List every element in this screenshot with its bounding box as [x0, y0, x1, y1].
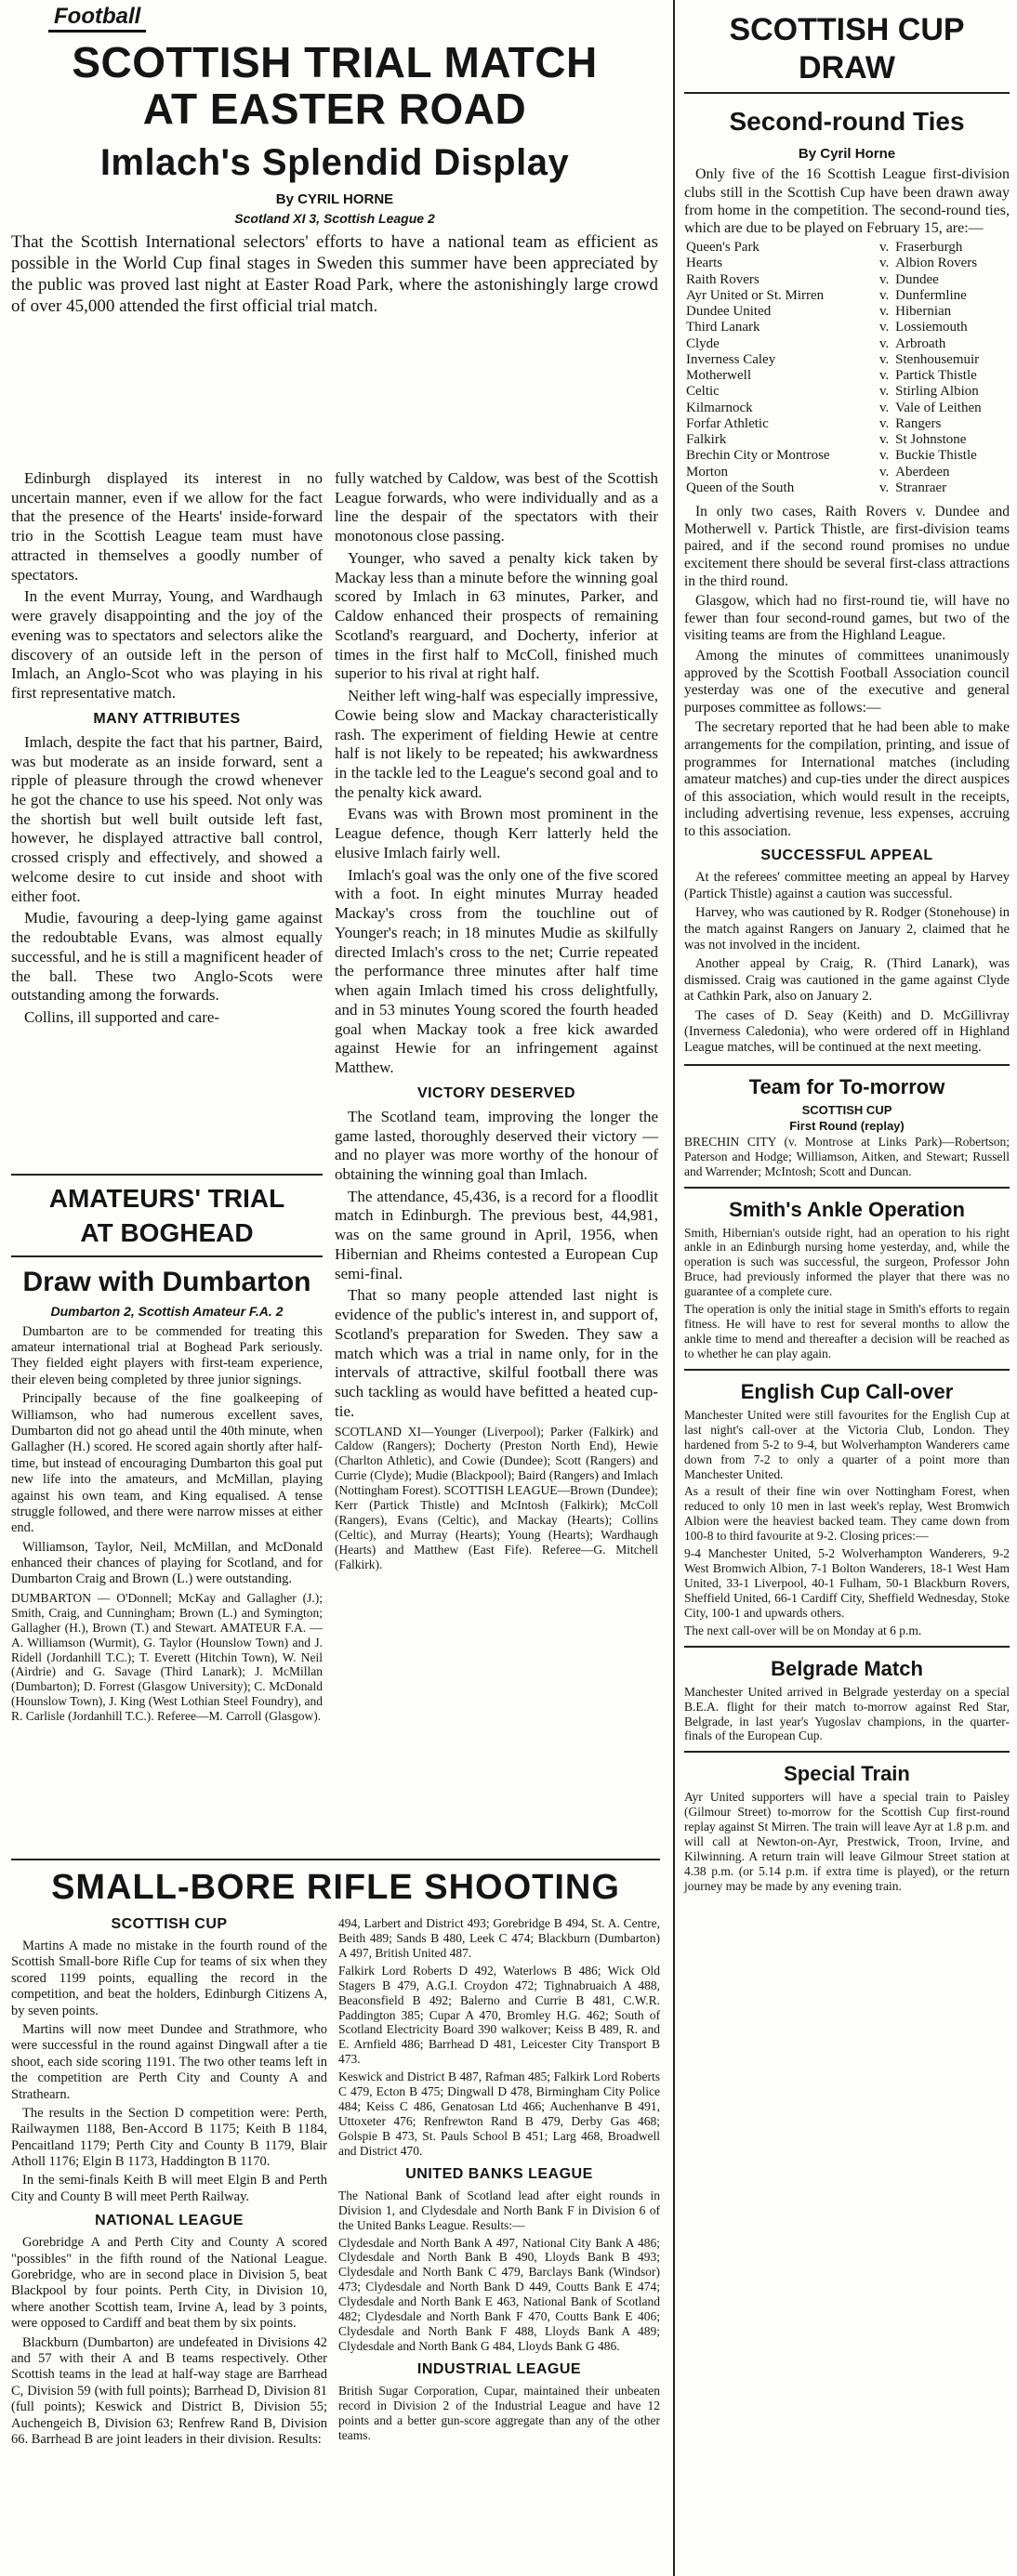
rifle-col-2: [338, 1916, 660, 2446]
cup-tie-row: [684, 480, 1010, 496]
article-paragraph: British Sugar Corporation, Cupar, maintained their unbeaten record in Division 2 of the Industrial League and have 12 points and a better gun-score aggregate than any of the other teams.: [338, 2383, 660, 2442]
right-intro: Only five of the 16 Scottish League first-division clubs still in the Scottish Cup have been drawn away from home in the competition. The second-round ties, which are due to be played on February 15, are:—: [684, 166, 1010, 236]
ankle-operation-headline: Smith's Ankle Operation: [729, 1197, 965, 1221]
article-paragraph: Harvey, who was cautioned by R. Rodger (Stonehouse) in the match against Rangers on January 2, claimed that he was not involved in the incident.: [684, 905, 1010, 953]
cup-tie-row: [684, 240, 1010, 256]
section-tag: Football: [48, 4, 146, 33]
rifle-article: [11, 1859, 660, 2576]
divider: [684, 1751, 1010, 1753]
tie-away-team: Stirling Albion: [895, 384, 979, 400]
article-paragraph: Martins will now meet Dundee and Strathmore, who were successful in the round against Dingwall after a tie shoot, each side scoring 1191. The two other teams left in the competition are Perth City and County A and Strathearn.: [11, 2021, 327, 2102]
right-headline-line-1: SCOTTISH CUP: [729, 12, 965, 47]
tie-away-team: Stranraer: [895, 480, 947, 495]
article-paragraph: The operation is only the initial stage in Smith's efforts to regain fitness. He will have to rest for several months to allow the ankle time to mend and thereafter a decision will be reached as to whether he can play again.: [684, 1302, 1010, 1360]
successful-appeal-subhead: SUCCESSFUL APPEAL: [760, 848, 933, 864]
english-cup-headline: English Cup Call-over: [740, 1379, 954, 1403]
divider: [684, 92, 1010, 94]
article-paragraph: In only two cases, Raith Rovers v. Dundee and Motherwell v. Partick Thistle, are first-division teams paired, and if the second round promises no undue excitement there should be several first-class attractions in the third round.: [684, 504, 1010, 589]
versus-mark: v.: [879, 432, 890, 448]
article-paragraph: Smith, Hibernian's outside right, had an operation to his right ankle in an Edinburgh nursing home yesterday, and, while the operation is such was successful, the surgeon, Professor John Bruce, had previously informed the player that there was no guarantee of a complete cure.: [684, 1225, 1010, 1299]
article-paragraph: Another appeal by Craig, R. (Third Lanark), was dismissed. Craig was cautioned in the game against Clyde at Cathkin Park, also on January 2.: [684, 956, 1010, 1005]
tie-away-team: Buckie Thistle: [895, 448, 977, 464]
cup-tie-row: [684, 304, 1010, 320]
tie-away-team: Lossiemouth: [895, 320, 968, 335]
many-attributes-subhead: MANY ATTRIBUTES: [93, 710, 241, 727]
article-paragraph: 494, Larbert and District 493; Gorebridge B 494, St. A. Centre, Beith 489; Sands B 480, Leek C 474; Blackburn (Dumbarton) A 497, British United 487.: [338, 1916, 660, 1960]
divider: [11, 1255, 323, 1257]
article-paragraph: Martins A made no mistake in the fourth round of the Scottish Small-bore Rifle Cup for teams of six when they scored 1199 points, equalling the record in the competition, and beat the holders, Edinburgh Citizens A, by seven points.: [11, 1939, 327, 2018]
team-tomorrow-headline: Team for To-morrow: [748, 1074, 945, 1098]
right-headline-line-2: DRAW: [799, 49, 895, 85]
article-paragraph: Clydesdale and North Bank A 497, National City Bank A 486; Clydesdale and North Bank B 490, Lloyds Bank B 493; Clydesdale and North Bank C 479, Barclays Bank (Windsor) 473; Clydesdale and North Bank D 449, Coutts Bank E 474; Clydesdale and North Bank E 463, National Bank of Scotland 482; Clydesdale and North Bank F 470, Coutts Bank E 406; Clydesdale and North Bank F 488, Lloyds Bank A 489; Clydesdale and North Bank G 484, Lloyds Bank G 486.: [338, 2235, 660, 2353]
versus-mark: v.: [879, 415, 890, 431]
tie-away-team: Dundee: [895, 271, 939, 287]
tie-away-team: Stenhousemuir: [895, 351, 980, 367]
versus-mark: v.: [879, 271, 890, 287]
tie-home-team: Hearts: [686, 256, 723, 271]
article-paragraph: The next call-over will be on Monday at 6 p.m.: [684, 1623, 922, 1637]
tie-away-team: Aberdeen: [895, 464, 950, 480]
main-headline-line-1: SCOTTISH TRIAL MATCH: [72, 38, 598, 86]
tie-away-team: Vale of Leithen: [895, 400, 982, 415]
article-paragraph: Collins, ill supported and care-: [24, 1008, 220, 1027]
tie-home-team: Kilmarnock: [686, 400, 753, 415]
tie-home-team: Forfar Athletic: [686, 415, 769, 431]
cup-tie-row: [684, 288, 1010, 304]
cup-tie-row: [684, 256, 1010, 271]
national-league-subhead: NATIONAL LEAGUE: [95, 2213, 244, 2229]
tie-home-team: Motherwell: [686, 368, 751, 384]
cup-tie-row: [684, 352, 1010, 368]
versus-mark: v.: [879, 240, 890, 256]
article-paragraph: Principally because of the fine goalkeeping of Williamson, who had numerous excellent saves, Dumbarton did not go ahead until the 40th minute, when Gallagher (H.) scored. He scored again shortly after half-time, but instead of encouraging Dumbarton this goal put new life into the amateurs, and McMillan, playing against his own team, and King equalised. A tense struggle followed, and there were narrow misses at either end.: [11, 1391, 323, 1536]
main-result: Scotland XI 3, Scottish League 2: [234, 210, 435, 226]
article-paragraph: That so many people attended last night is evidence of the public's interest in, and support of, Scotland's preparation for Sweden. They saw a match which was a trial in name only, for in the intervals of attractive, skilful football there was such tackling as would have befitted a heated cup-tie.: [335, 1286, 658, 1420]
tie-home-team: Queen of the South: [686, 480, 795, 495]
amateurs-title-line-1: AMATEURS' TRIAL: [48, 1184, 285, 1213]
amateurs-article: [11, 1166, 323, 1845]
amateurs-title-line-2: AT BOGHEAD: [80, 1217, 254, 1247]
versus-mark: v.: [879, 320, 890, 335]
tie-home-team: Clyde: [686, 335, 720, 351]
divider: [684, 1369, 1010, 1371]
victory-deserved-subhead: VICTORY DESERVED: [416, 1084, 576, 1101]
article-paragraph: The Scotland team, improving the longer the game lasted, thoroughly deserved their victory —and no player was more worthy of the honour of obtaining the winning goal than Imlach.: [335, 1107, 658, 1183]
right-byline: By Cyril Horne: [798, 146, 896, 163]
main-headline-line-2: AT EASTER ROAD: [142, 85, 527, 134]
article-paragraph: The National Bank of Scotland lead after eight rounds in Division 1, and Clydesdale and North Bank F in Division 6 of the United Banks League. Results:—: [338, 2188, 660, 2232]
article-paragraph: Neither left wing-half was especially impressive, Cowie being slow and Mackay characteristically rash. The experiment of fielding Hewie at centre half is not likely to be repeated; his awkwardness in the tackle led to the League's second goal and to the penalty kick award.: [335, 687, 658, 801]
cup-tie-row: [684, 272, 1010, 288]
article-paragraph: In the semi-finals Keith B will meet Elgin B and Perth City and County B will meet Perth Railway.: [11, 2173, 327, 2204]
main-intro: That the Scottish International selectors' efforts to have a national team as efficient as possible in the World Cup final stages in Sweden this summer have been appreciated by the public was proved last night at Easter Road Park, where the astonishingly large crowd of over 45,000 attended the first official trial match.: [11, 231, 658, 317]
article-paragraph: Dumbarton are to be commended for treating this amateur international trial at Boghead Park seriously. They fielded eight players with first-team experience, their eleven being completed by three junior signings.: [11, 1323, 323, 1387]
rifle-col-1: [11, 1916, 327, 2451]
team-tomorrow-text: BRECHIN CITY (v. Montrose at Links Park)—Robertson; Paterson and Hodge; Williamson, Aitken, and Stewart; Russell and Warrender; McIntosh; Scott and Duncan.: [684, 1134, 1010, 1178]
versus-mark: v.: [879, 335, 890, 351]
article-paragraph: Manchester United arrived in Belgrade yesterday on a special B.E.A. flight for their match to-morrow against Red Star, Belgrade, in last year's Yugoslav champions, in the quarter-finals of the European Cup.: [684, 1684, 1010, 1743]
versus-mark: v.: [879, 287, 890, 303]
divider: [684, 1646, 1010, 1648]
article-paragraph: Mudie, favouring a deep-lying game against the redoubtable Evans, was almost equally successful, and he is still a magnificent header of the ball. These two Anglo-Scots were outstanding among the forwards.: [11, 909, 323, 1005]
article-paragraph: The secretary reported that he had been able to make arrangements for the compilation, printing, and issue of programmes for International matches (including amateur matches) and cup-ties under the direct auspices of this association, which would result in the receipts, including advertising revenue, less expenses, accruing to this association.: [684, 719, 1010, 839]
cup-tie-row: [684, 416, 1010, 432]
main-byline: By CYRIL HORNE: [275, 191, 394, 207]
tie-home-team: Raith Rovers: [686, 271, 759, 287]
article-paragraph: Younger, who saved a penalty kick taken by Mackay less than a minute before the winning goal scored by Imlach in 63 minutes, Parker, and Caldow enhanced their prospects of remaining Scotland's rearguard, and Docherty, inferior at times in the first half to McColl, finished much superior to his rival at right half.: [335, 548, 658, 683]
versus-mark: v.: [879, 448, 890, 464]
team-tomorrow-sub-1: SCOTTISH CUP: [801, 1102, 892, 1117]
article-paragraph: Imlach, despite the fact that his partner, Baird, was but moderate as an inside forward, sent a ripple of pleasure through the crowd whenever he got the chance to use his speed. Not only was the shortish but well built outside left fast, however, he displayed attractive ball control, crossed crisply and effectively, and showed a welcome desire to cut inside and shoot with either foot.: [11, 732, 323, 905]
tie-away-team: Hibernian: [895, 304, 952, 320]
article-paragraph: Imlach's goal was the only one of the five scored with a foot. In eight minutes Murray headed Mackay's cross from the touchline out of Younger's reach; in 18 minutes Mudie as skilfully directed Imlach's cross to the net; Currie repeated the performance three minutes after half time when again Imlach timed his cross delightfully, and in 53 minutes Young scored the fourth headed goal when Mackay took a free kick awarded against Hewie for an infringement against Matthew.: [335, 865, 658, 1077]
special-train-headline: Special Train: [784, 1762, 910, 1786]
versus-mark: v.: [879, 400, 890, 415]
article-paragraph: The results in the Section D competition were: Perth, Railwaymen 1188, Ben-Accord B 1175; Keith B 1184, Pencaitland 1179; Perth City and County B 1179, Blair Atholl 1176; Elgin B 1173, Haddington B 1170.: [11, 2105, 327, 2170]
article-paragraph: Keswick and District B 487, Rafman 485; Falkirk Lord Roberts C 479, Ecton B 475; Dingwall D 478, Birmingham City Police 484; Keiss C 486, Genatosan Ltd 466; Auchenhanve B 491, Uttoxeter 476; Renfrewton Rand B 479, Derby Gas 468; Golspie B 473, St. Pauls School B 451; Larg 468, Broadwell and District 470.: [338, 2070, 660, 2158]
divider: [684, 1064, 1010, 1066]
tie-home-team: Morton: [686, 464, 728, 480]
versus-mark: v.: [879, 384, 890, 400]
main-subheadline: Imlach's Splendid Display: [99, 141, 570, 183]
cup-tie-row: [684, 368, 1010, 384]
tie-home-team: Queen's Park: [686, 240, 759, 256]
article-paragraph: Falkirk Lord Roberts D 492, Waterlows B 486; Wick Old Stagers B 479, A.G.I. Croydon 472; Tighnabruaich A 488, Beaconsfield B 492; Balerno and Currie B 481, C.W.R. Paddington 385; Cupar A 470, Bromley H.G. 462; South of Scotland Electricity Board 390 walkover; Keiss B 489, R. and E. Arnfield 486; Barrhead D 481, Leicester City Transport B 473.: [338, 1963, 660, 2067]
tie-away-team: Dunfermline: [895, 287, 967, 303]
rifle-headline: SMALL-BORE RIFLE SHOOTING: [51, 1868, 620, 1907]
main-article-col-2: [335, 469, 658, 1575]
cup-tie-row: [684, 384, 1010, 400]
tie-away-team: Fraserburgh: [895, 240, 963, 256]
article-paragraph: As a result of their fine win over Nottingham Forest, when reduced to only 10 men in last week's replay, West Bromwich Albion were the heaviest backed team. They came down from 100-8 to third favourite at 9-2. Closing prices:—: [684, 1484, 1010, 1544]
versus-mark: v.: [879, 464, 890, 480]
tie-away-team: Albion Rovers: [895, 256, 978, 271]
article-paragraph: Evans was with Brown most prominent in the League defence, though Kerr latterly held the elusive Imlach fairly well.: [335, 805, 658, 861]
tie-home-team: Ayr United or St. Mirren: [686, 287, 825, 303]
tie-away-team: St Johnstone: [895, 432, 967, 448]
versus-mark: v.: [879, 480, 890, 495]
article-paragraph: Ayr United supporters will have a special train to Paisley (Gilmour Street) to-morrow for the Scottish Cup first-round replay against St Mirren. The train will leave Ayr at 1.8 p.m. and will call at Newton-on-Ayr, Prestwick, Troon, Irvine, and Kilwinning. A return train will leave Gilmour Street station at 4.38 p.m. (or 5.14 p.m. if extra time is played), or the return journey may be made by any evening train.: [684, 1790, 1010, 1893]
article-paragraph: Glasgow, which had no first-round tie, will have no fewer than four second-round games, but two of the visiting teams are from the Highland League.: [684, 593, 1010, 644]
divider: [11, 1174, 323, 1176]
article-paragraph: Edinburgh displayed its interest in no uncertain manner, even if we allow for the fact that the presence of the Hearts' inside-forward trio in the Scottish League team must have attracted in themselves a goodly number of spectators.: [11, 469, 323, 584]
tie-home-team: Inverness Caley: [686, 351, 776, 367]
united-banks-subhead: UNITED BANKS LEAGUE: [405, 2165, 593, 2182]
article-paragraph: At the referees' committee meeting an appeal by Harvey (Partick Thistle) against a caution was successful.: [684, 870, 1010, 901]
cup-tie-row: [684, 432, 1010, 448]
cup-ties-table: [684, 240, 1010, 496]
tie-home-team: Celtic: [686, 384, 720, 400]
scottish-cup-subhead: SCOTTISH CUP: [111, 1916, 228, 1932]
article-paragraph: Gorebridge A and Perth City and County A scored "possibles" in the fifth round of the National League. Gorebridge, who are in second place in Division 5, beat Blackpool by four points. Perth City, in Division 10, where another Scottish team, Irvine A, lead by 3 points, were opposed to Cardiff and beat them by six points.: [11, 2235, 327, 2332]
tie-home-team: Brechin City or Montrose: [686, 448, 830, 464]
tie-away-team: Partick Thistle: [895, 368, 977, 384]
article-paragraph: Blackburn (Dumbarton) are undefeated in Divisions 42 and 57 with their A and B teams respectively. Other Scottish teams in the lead at half-way stage are Barrhead C, Division 59 (with full points); Barrhead D, Division 81 (full points); Keswick and District B, Division 55; Auchengeich B, Division 63; Renfrew Rand B, Division 66. Barrhead B are joint leaders in their division. Results:: [11, 2334, 327, 2447]
cup-tie-row: [684, 448, 1010, 464]
article-paragraph: fully watched by Caldow, was best of the Scottish League forwards, who were individually and as a line the despair of the spectators with their monotonous close passing.: [335, 469, 658, 545]
team-lineups: DUMBARTON — O'Donnell; McKay and Gallagher (J.); Smith, Craig, and Cunningham; Brown (L.) and Symington; Gallagher (H.), Brown (T.) and Stewart. AMATEUR F.A. — A. Williamson (Wurmit), G. Taylor (Hounslow Town) and J. Ridell (Jordanhill T.C.); T. Everett (Hitchin Town), W. Neil (Airdrie) and G. Savage (Third Lanark); J. McMillan (Dumbarton); D. Forrest (Glasgow University); C. McDonald (Hounslow Town), J. King (West Lothian Steel Foundry), and R. Carlisle (Jordanhill T.C.). Referee—M. Carroll (Glasgow).: [11, 1590, 323, 1724]
versus-mark: v.: [879, 304, 890, 320]
team-tomorrow-sub-2: First Round (replay): [789, 1118, 905, 1133]
versus-mark: v.: [879, 368, 890, 384]
right-subheadline: Second-round Ties: [729, 107, 965, 137]
tie-home-team: Dundee United: [686, 304, 772, 320]
team-lineups: SCOTLAND XI—Younger (Liverpool); Parker (Falkirk) and Caldow (Rangers); Docherty (Preston North End), Hewie (Charlton Athletic), and Cowie (Dundee); Scott (Rangers) and Currie (Clyde); Mudie (Blackpool); Baird (Rangers) and Imlach (Nottingham Forest). SCOTTISH LEAGUE—Brown (Dundee); Kerr (Partick Thistle) and McIntosh (Falkirk); McColl (Rangers), Evans (Celtic), and Mackay (Hearts); Collins (Celtic), and Murray (Hearts); Young (Hearts); Wardhaugh (Hearts) and Matthew (East Fife). Referee—G. Mitchell (Falkirk).: [335, 1424, 658, 1571]
tie-away-team: Arbroath: [895, 335, 946, 351]
article-paragraph: The cases of D. Seay (Keith) and D. McGillivray (Inverness Caledonia), who were ordered off in Highland League matches, will be continued at the next meeting.: [684, 1007, 1010, 1056]
cup-tie-row: [684, 336, 1010, 352]
amateurs-subheadline: Draw with Dumbarton: [22, 1266, 311, 1297]
article-paragraph: Williamson, Taylor, Neil, McMillan, and McDonald enhanced their chances of playing for Scotland, and for Dumbarton Craig and Brown (L.) were outstanding.: [11, 1539, 323, 1587]
cup-tie-row: [684, 320, 1010, 335]
versus-mark: v.: [879, 351, 890, 367]
industrial-league-subhead: INDUSTRIAL LEAGUE: [416, 2360, 582, 2377]
tie-away-team: Rangers: [895, 415, 942, 431]
column-divider: [673, 0, 675, 2576]
main-article-col-1: [11, 469, 323, 1031]
divider: [684, 1187, 1010, 1189]
article-paragraph: Manchester United were still favourites for the English Cup at last night's call-over at the Victoria Club, London. They hardened from 5-2 to 9-4, but Wolverhampton Wanderers came down from 7-2 to only a quarter of a point more than Manchester United.: [684, 1407, 1010, 1481]
amateurs-result: Dumbarton 2, Scottish Amateur F.A. 2: [50, 1303, 284, 1319]
article-paragraph: The attendance, 45,436, is a record for a floodlit match in Edinburgh. The previous best, 44,981, was on the same ground in April, 1956, when Hibernian and Rheims contested a European Cup semi-final.: [335, 1187, 658, 1282]
cup-tie-row: [684, 401, 1010, 416]
article-paragraph: In the event Murray, Young, and Wardhaugh were gravely disappointing and the joy of the evening was to spectators and selectors alike the discovery of an outside left in the person of Imlach, an Anglo-Scot who was playing in his first representative match.: [11, 587, 323, 703]
tie-home-team: Third Lanark: [686, 320, 760, 335]
article-paragraph: 9-4 Manchester United, 5-2 Wolverhampton Wanderers, 9-2 West Bromwich Albion, 7-1 Bolton Wanderers, 18-1 West Ham United, 33-1 Liverpool, 40-1 Fulham, 50-1 Blackburn Rovers, Sheffield United, 66-1 Cardiff City, Sheffield Wednesday, Stoke City, 100-1 and upwards others.: [684, 1546, 1010, 1620]
tie-home-team: Falkirk: [686, 432, 727, 448]
right-column: [679, 0, 1017, 2576]
versus-mark: v.: [879, 256, 890, 271]
belgrade-headline: Belgrade Match: [771, 1656, 923, 1680]
article-paragraph: Among the minutes of committees unanimously approved by the Scottish Football Association council yesterday was one of the executive and general purposes committee as follows:—: [684, 647, 1010, 716]
cup-tie-row: [684, 465, 1010, 480]
divider: [11, 1859, 660, 1860]
